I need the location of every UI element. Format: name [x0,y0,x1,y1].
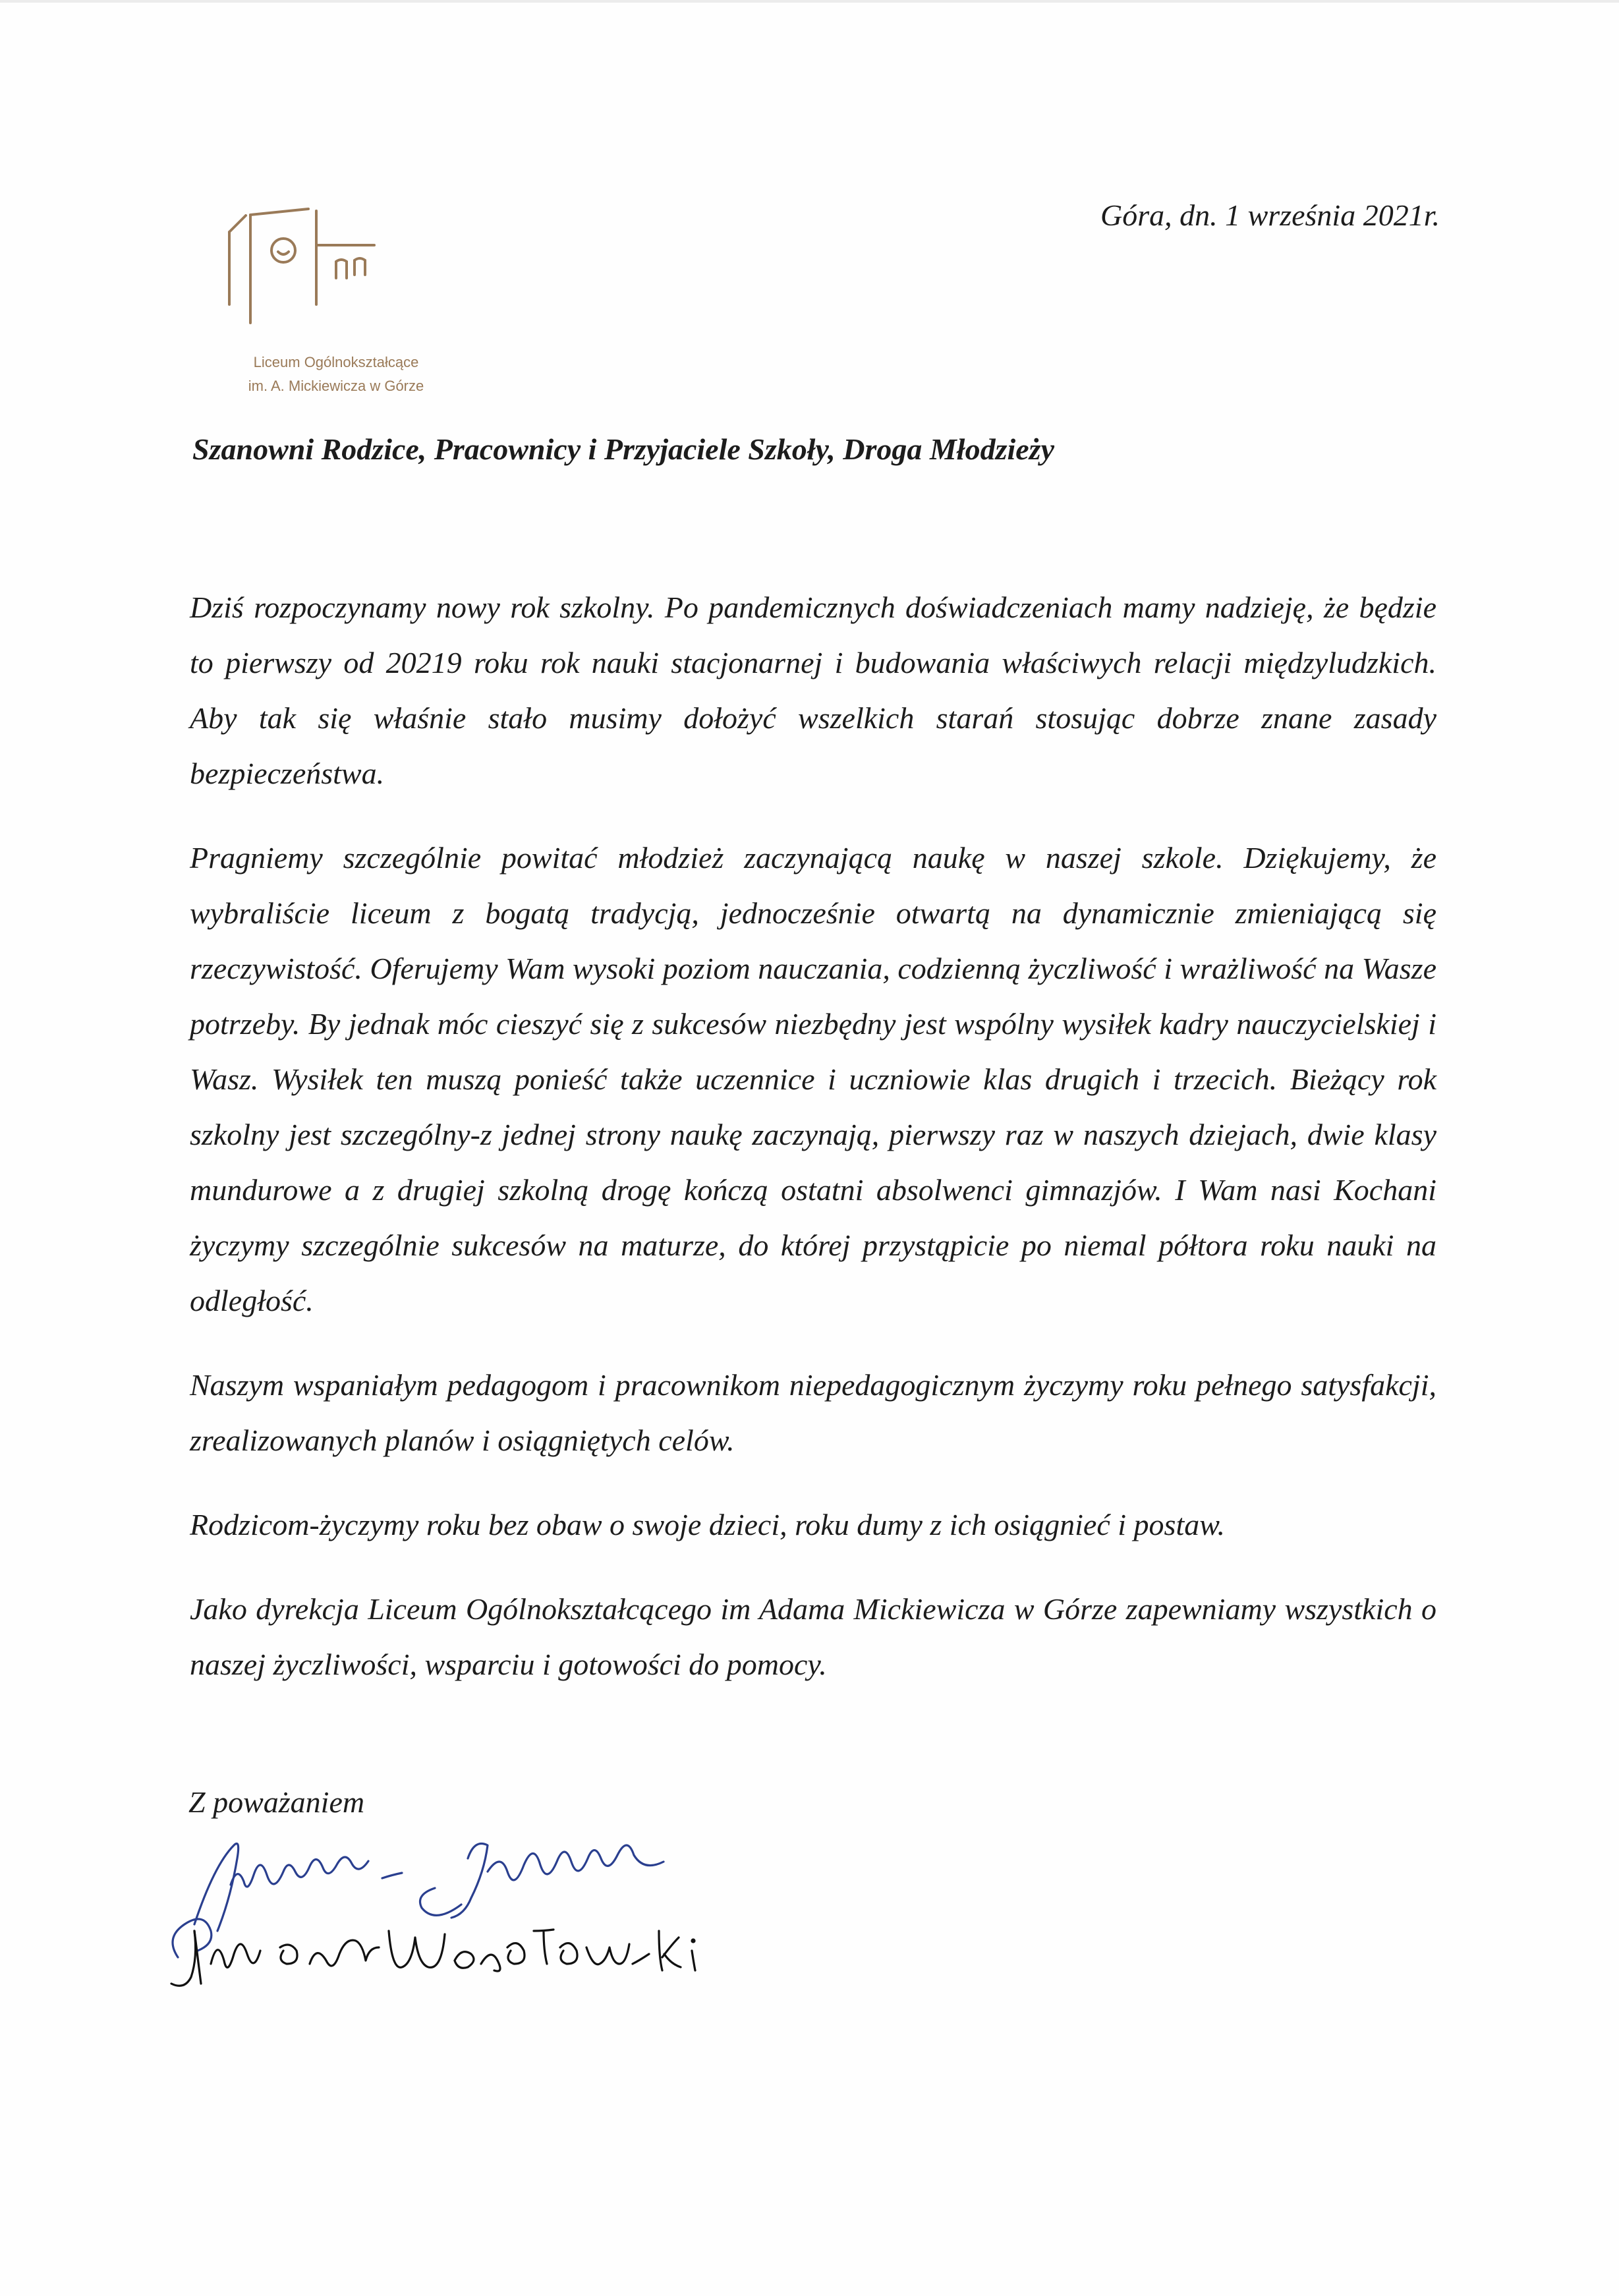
school-building-logo-icon [210,192,407,324]
logo-caption [198,351,474,398]
school-logo [210,192,407,324]
letter-closing: Z poważaniem [188,1785,365,1819]
body-paragraph: Pragniemy szczególnie powitać młodzież zaczynającą naukę w naszej szkole. Dziękujemy, że wybraliście liceum z bogatą tradycją, jednocześnie otwartą na dynamicznie zmieniającą się rzeczywistość. Oferujemy Wam wysoki poziom nauczania, codzienną życzliwość i wrażliwość na Wasze potrzeby. By jednak móc cieszyć się z sukcesów niezbędny jest wspólny wysiłek kadry nauczycielskiej i Wasz. Wysiłek ten muszą ponieść także uczennice i uczniowie klas drugich i trzecich. Bieżący rok szkolny jest szczególny-z jednej strony naukę zaczynają, pierwszy raz w naszych dziejach, dwie klasy mundurowe a z drugiej szkolną drogę kończą ostatni absolwenci gimnazjów. I Wam nasi Kochani życzymy szczególnie sukcesów na maturze, do której przystąpicie po niemal półtora roku nauki na odległość. [190,841,1436,1317]
body-paragraph: Rodzicom-życzymy roku bez obaw o swoje dzieci, roku dumy z ich osiągnieć i postaw. [190,1508,1225,1541]
body-paragraph: Jako dyrekcja Liceum Ogólnokształcącego im Adama Mickiewicza w Górze zapewniamy wszystkich o naszej życzliwości, wsparciu i gotowości do pomocy. [190,1592,1436,1681]
handwritten-signatures-icon [132,1832,791,2003]
scan-edge [0,0,1619,3]
letter-date: Góra, dn. 1 września 2021r. [1100,198,1440,232]
letter-body [190,580,1436,1721]
logo-caption-line2: im. A. Mickiewicza w Górze [248,378,424,394]
body-paragraph: Naszym wspaniałym pedagogom i pracownikom niepedagogicznym życzymy roku pełnego satysfakcji, zrealizowanych planów i osiągniętych celów. [190,1368,1436,1457]
signature-block [132,1832,791,2003]
logo-caption-line1: Liceum Ogólnokształcące [253,354,419,370]
letter-salutation: Szanowni Rodzice, Pracownicy i Przyjaciele Szkoły, Droga Młodzieży [192,432,1054,466]
body-paragraph: Dziś rozpoczynamy nowy rok szkolny. Po pandemicznych doświadczeniach mamy nadzieję, że będzie to pierwszy od 20219 roku rok nauki stacjonarnej i budowania właściwych relacji międzyludzkich. Aby tak się właśnie stało musimy dołożyć wszelkich starań stosując dobrze znane zasady bezpieczeństwa. [190,590,1436,790]
